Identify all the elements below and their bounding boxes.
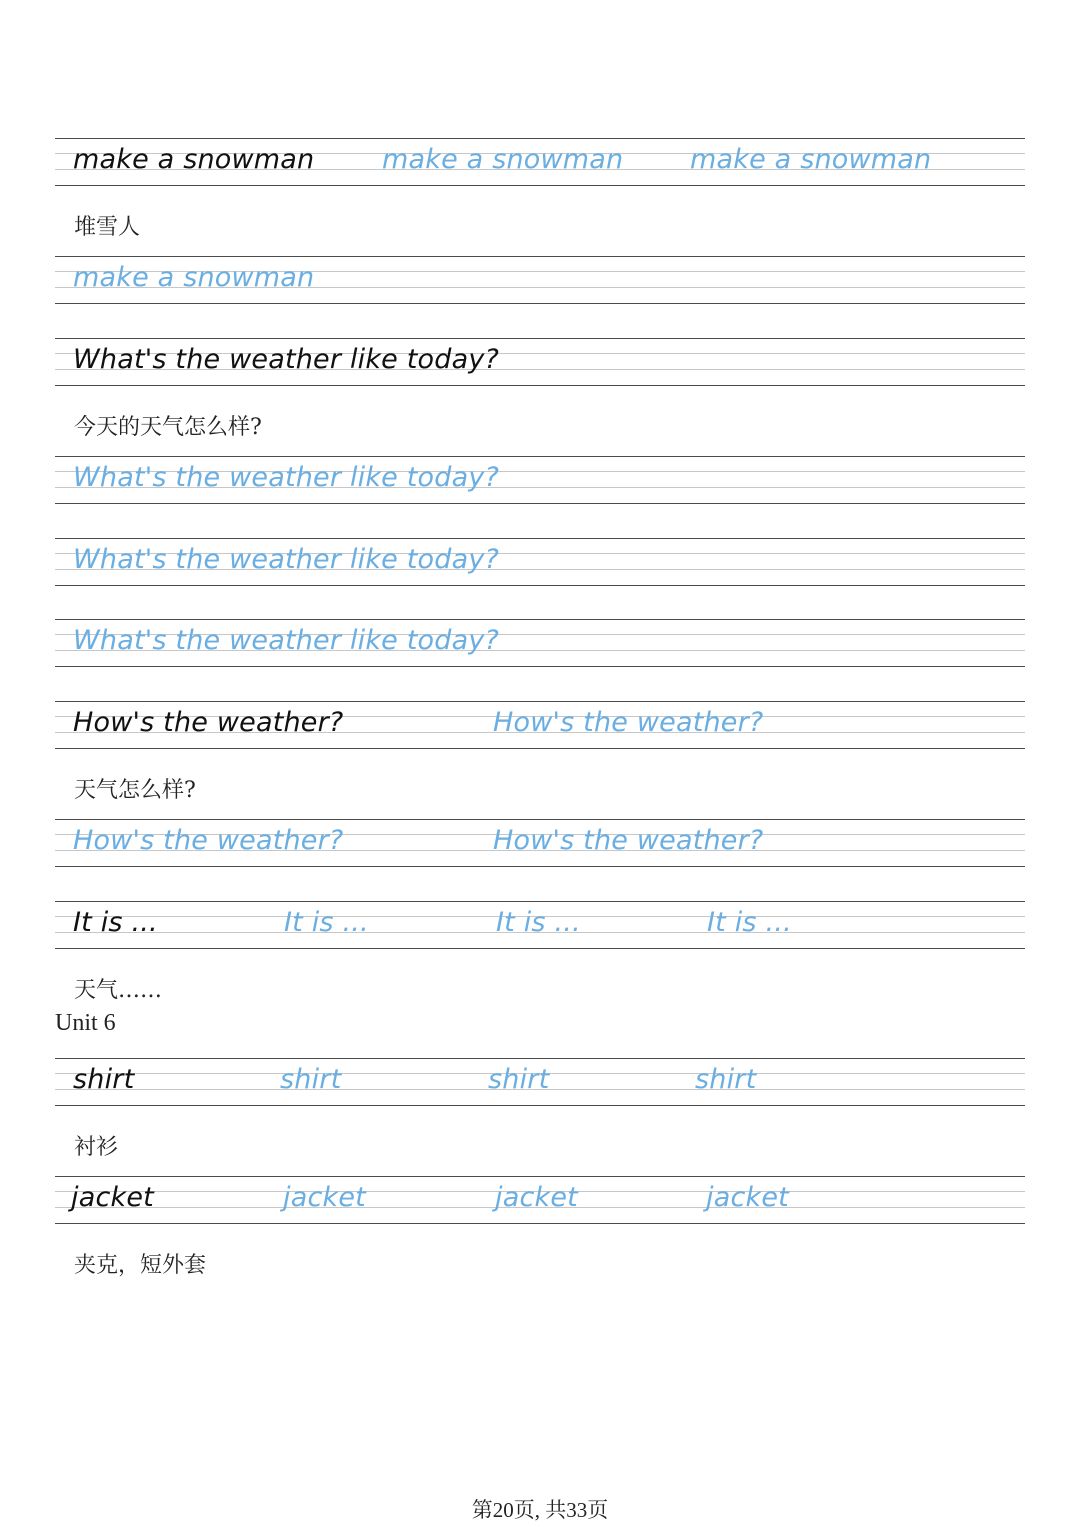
model-word: shirt (73, 1064, 135, 1095)
writing-band (55, 538, 1025, 586)
trace-sentence: What's the weather like today? (73, 462, 500, 493)
writing-band (55, 338, 1025, 386)
chinese-meaning: 衬衫 (74, 1135, 119, 1160)
writing-band (55, 701, 1025, 749)
model-sentence: It is ... (73, 907, 158, 938)
trace-sentence: What's the weather like today? (73, 544, 500, 575)
model-sentence: How's the weather? (73, 707, 344, 738)
trace-sentence: It is ... (707, 907, 792, 938)
trace-word: make a snowman (382, 144, 624, 175)
trace-word: make a snowman (73, 262, 315, 293)
trace-sentence: It is ... (496, 907, 581, 938)
model-sentence: What's the weather like today? (73, 344, 500, 375)
chinese-meaning: 天气怎么样? (74, 778, 196, 803)
unit-heading: Unit 6 (55, 1010, 116, 1036)
trace-word: shirt (488, 1064, 550, 1095)
writing-band (55, 138, 1025, 186)
writing-band (55, 1058, 1025, 1106)
writing-band (55, 619, 1025, 667)
trace-sentence: It is ... (284, 907, 369, 938)
writing-band (55, 456, 1025, 504)
writing-band (55, 901, 1025, 949)
model-word: jacket (71, 1182, 154, 1213)
chinese-meaning: 天气…… (74, 978, 163, 1003)
trace-sentence: How's the weather? (73, 825, 344, 856)
trace-word: jacket (706, 1182, 789, 1213)
chinese-meaning: 堆雪人 (74, 215, 141, 240)
trace-sentence: How's the weather? (493, 707, 764, 738)
trace-word: shirt (695, 1064, 757, 1095)
chinese-meaning: 夹克，短外套 (74, 1253, 207, 1278)
trace-word: make a snowman (690, 144, 932, 175)
writing-band (55, 1176, 1025, 1224)
writing-band (55, 819, 1025, 867)
trace-word: shirt (280, 1064, 342, 1095)
writing-band (55, 256, 1025, 304)
trace-sentence: How's the weather? (493, 825, 764, 856)
trace-word: jacket (495, 1182, 578, 1213)
model-word: make a snowman (73, 144, 315, 175)
page-number: 第20页, 共33页 (471, 1498, 609, 1522)
trace-sentence: What's the weather like today? (73, 625, 500, 656)
chinese-meaning: 今天的天气怎么样? (74, 415, 262, 440)
trace-word: jacket (283, 1182, 366, 1213)
